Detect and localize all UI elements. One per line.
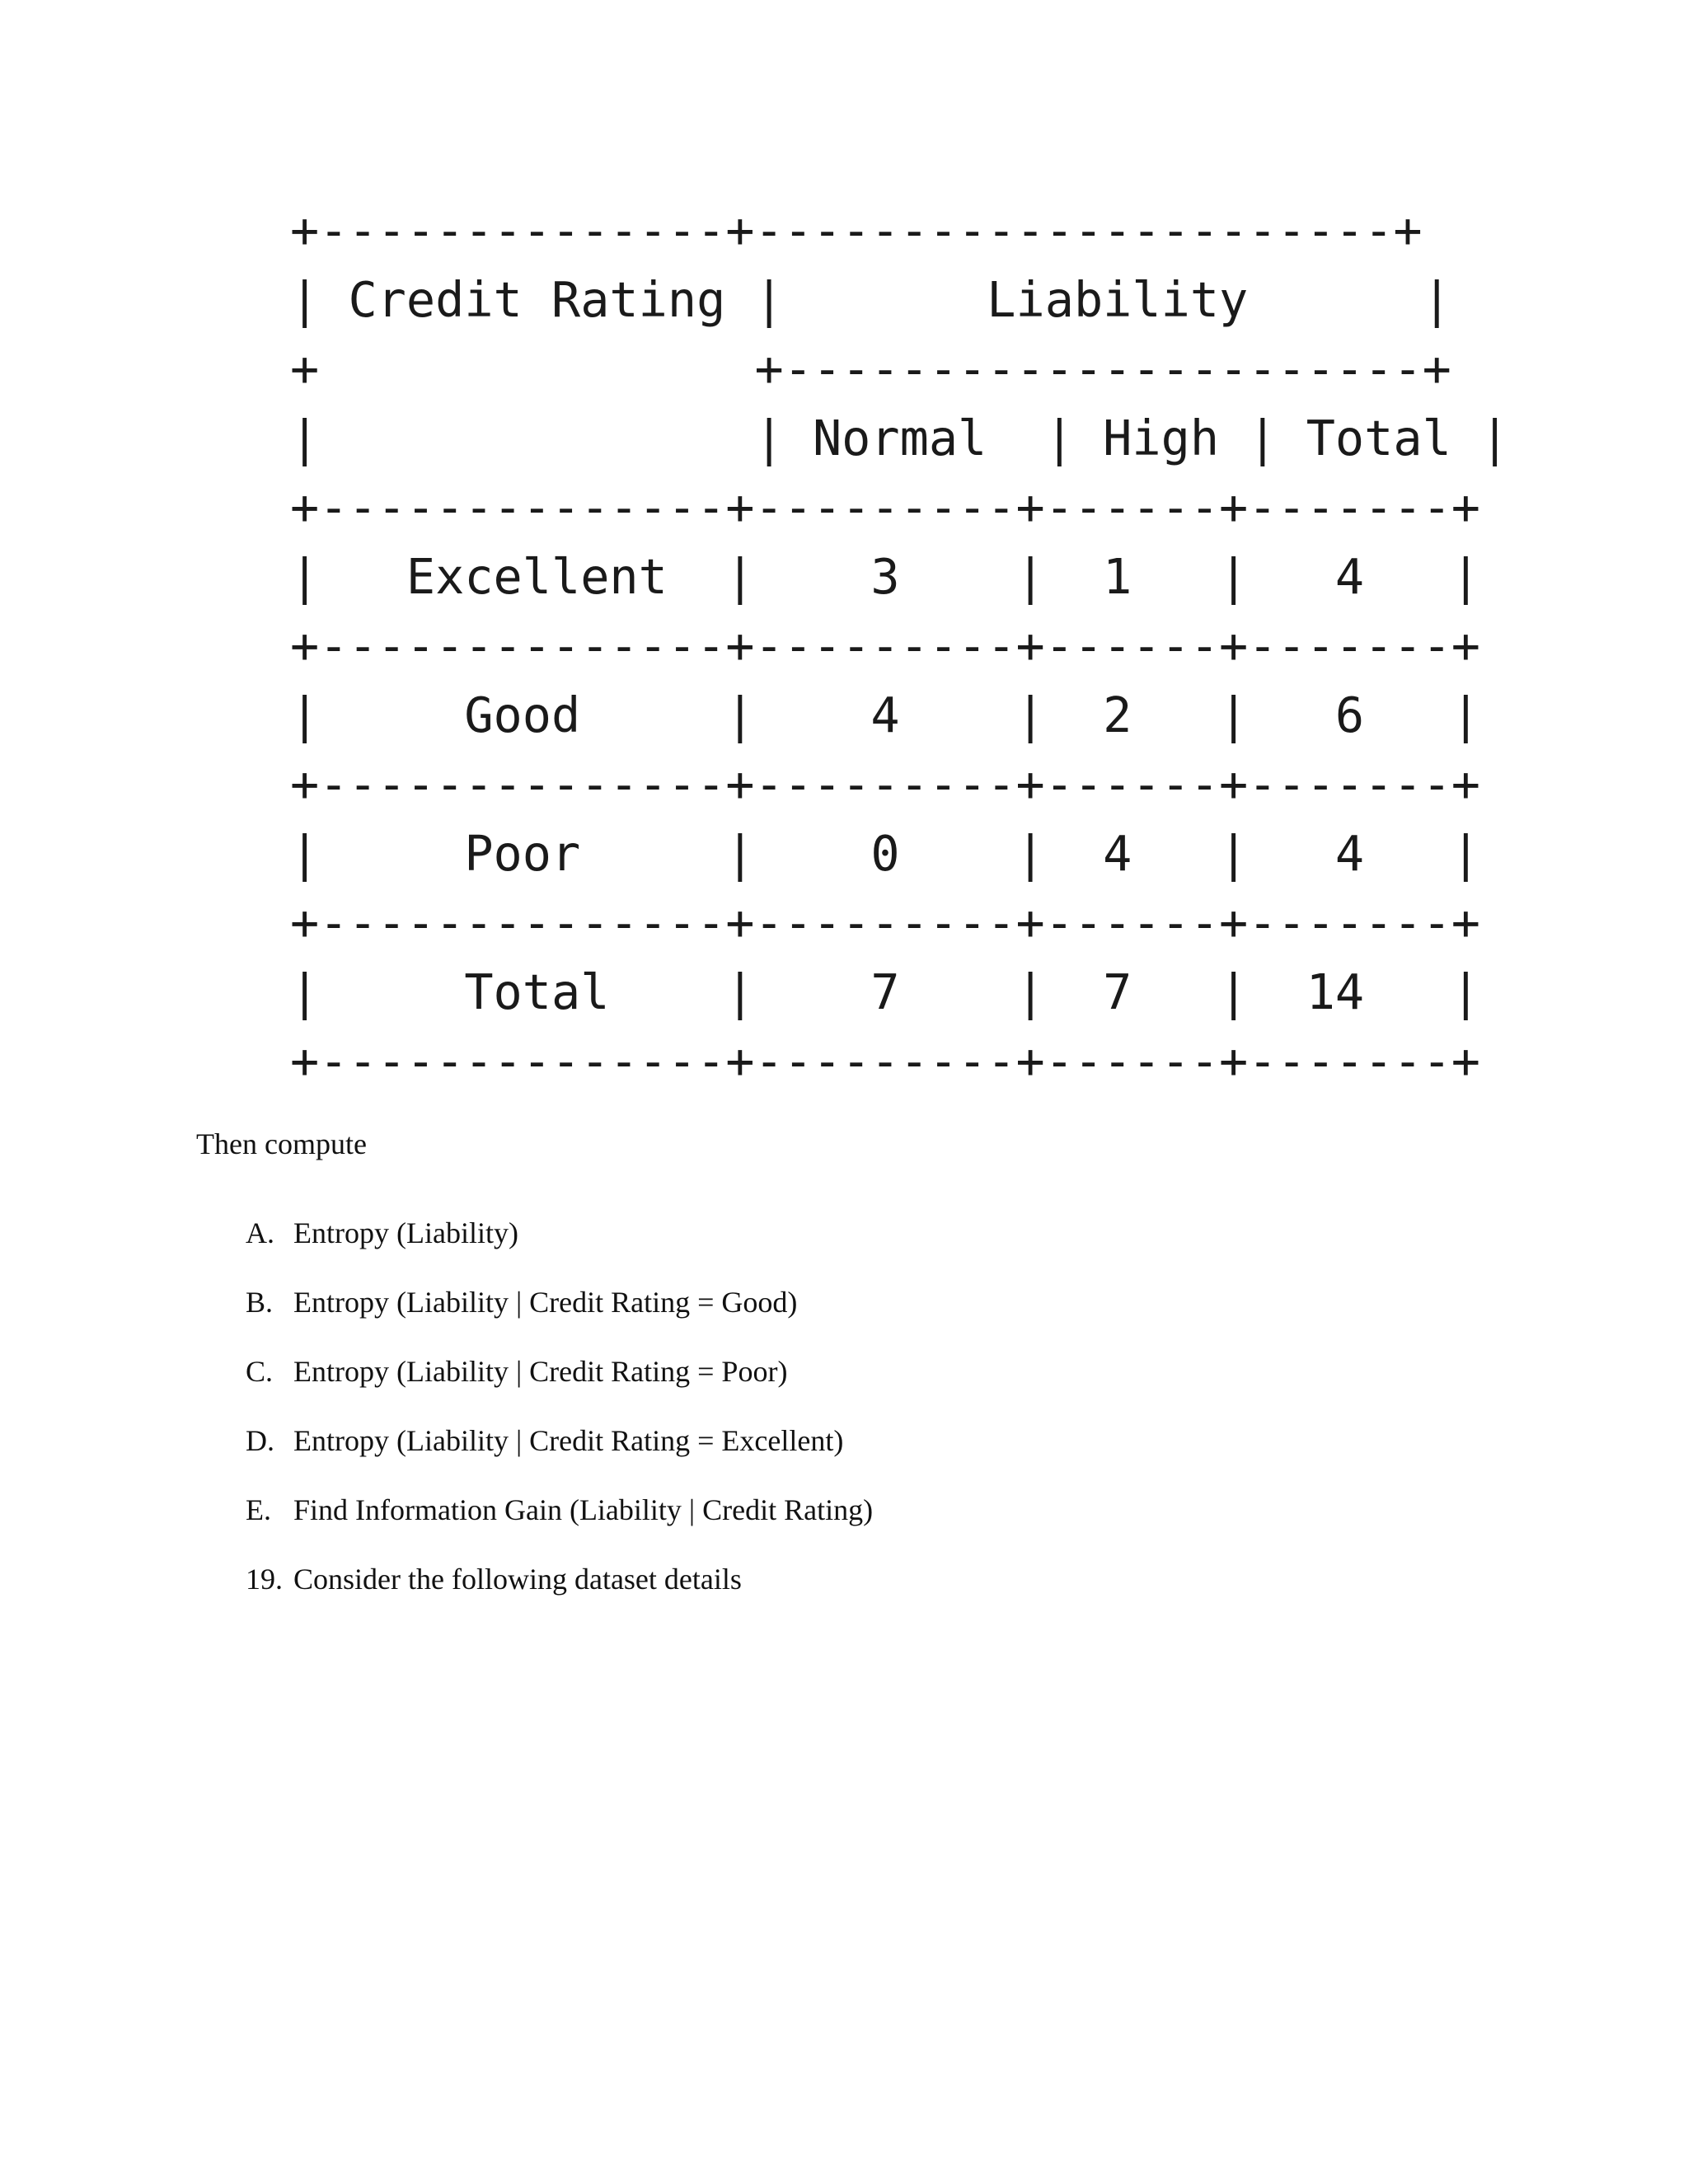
table-border-bottom: +--------------+---------+------+-------+ [290,1033,1481,1090]
table-row-excellent: | Excellent | 3 | 1 | 4 | [290,549,1481,605]
table-header-row: | Credit Rating | Liability | [290,272,1451,328]
list-item-text: Find Information Gain (Liability | Credit Rating) [293,1493,874,1526]
list-item [246,1559,873,1629]
table-subheader-row: | | Normal | High | Total | [290,410,1510,466]
table-divider: +--------------+---------+------+-------+ [290,480,1481,536]
list-item [246,1421,873,1490]
list-marker: A. [246,1216,274,1249]
list-marker: B. [246,1286,274,1319]
list-item-text: Entropy (Liability | Credit Rating = Excellent) [293,1424,844,1457]
intro-text: Then compute [196,1127,367,1160]
list-marker: C. [246,1355,274,1388]
list-item-text: Entropy (Liability | Credit Rating = Good) [293,1286,798,1319]
list-item-text: Consider the following dataset details [293,1563,742,1596]
list-marker: 19. [246,1563,283,1596]
table-row-poor: | Poor | 0 | 4 | 4 | [290,826,1481,882]
table-divider: +--------------+---------+------+-------+ [290,895,1481,951]
table-divider: +--------------+---------+------+-------+ [290,618,1481,674]
list-item [246,1490,873,1559]
table-divider: +--------------+---------+------+-------+ [290,757,1481,813]
ascii-contingency-table [290,196,1509,1096]
list-item [246,1282,873,1352]
list-item [246,1352,873,1421]
table-border-top: +--------------+----------------------+ [290,203,1423,259]
list-marker: D. [246,1424,274,1457]
list-item-text: Entropy (Liability | Credit Rating = Poor) [293,1355,788,1388]
table-row-good: | Good | 4 | 2 | 6 | [290,687,1481,743]
list-item-text: Entropy (Liability) [293,1216,518,1249]
question-list [246,1213,873,1629]
table-header-divider: + +----------------------+ [290,341,1451,397]
list-marker: E. [246,1493,271,1526]
table-row-total: | Total | 7 | 7 | 14 | [290,964,1481,1020]
list-item [246,1213,873,1282]
